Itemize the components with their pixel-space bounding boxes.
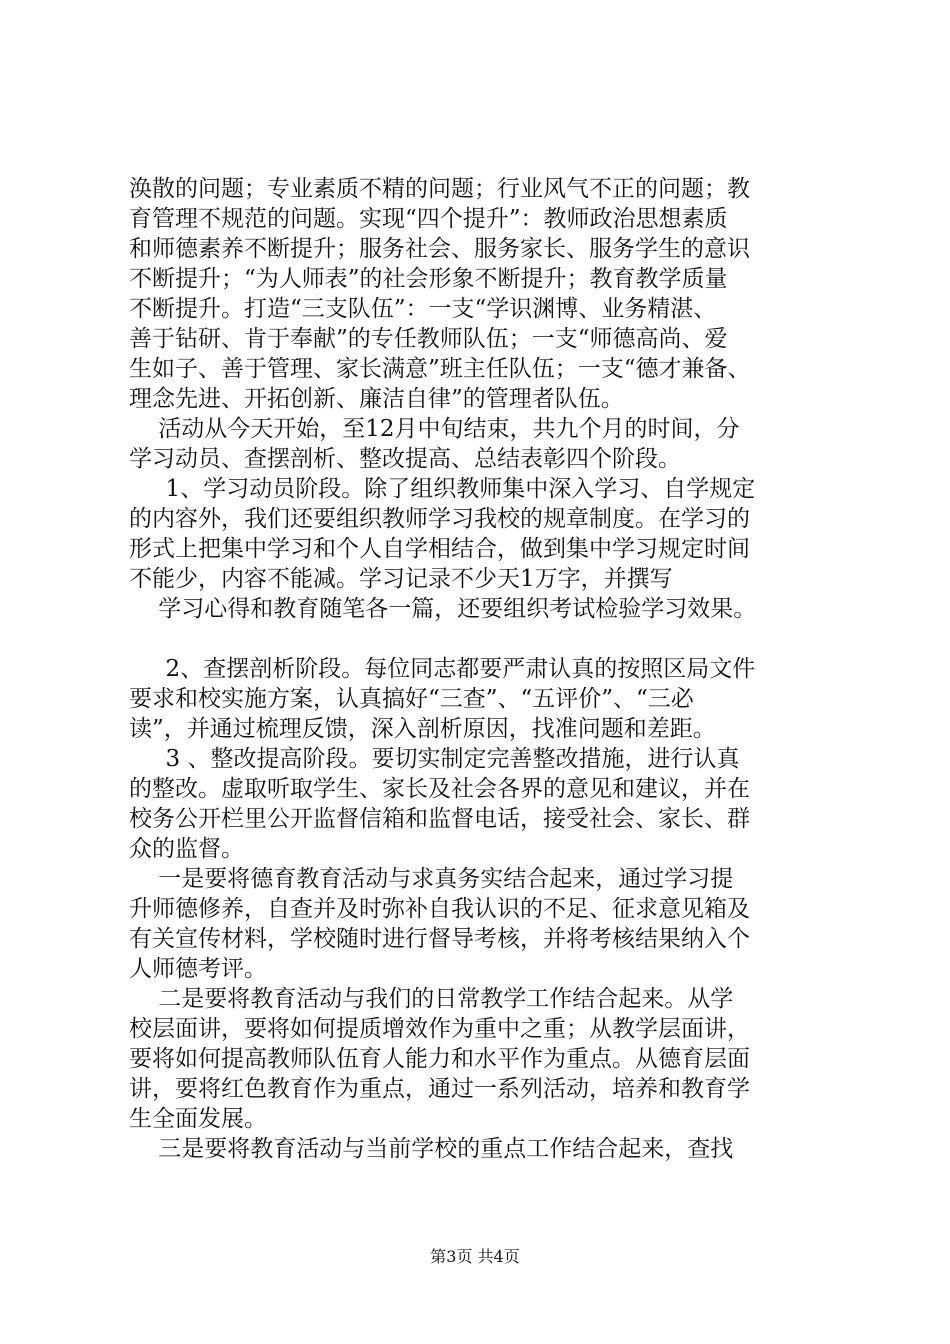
text-line: 学习动员、查摆剖析、整改提高、总结表彰四个阶段。 bbox=[129, 446, 681, 472]
blank-line bbox=[129, 624, 829, 654]
text-line: 1、学习动员阶段。除了组织教师集中深入学习、自学规定 bbox=[129, 476, 756, 502]
text-line: 校层面讲，要将如何提质增效作为重中之重；从教学层面讲， bbox=[129, 1016, 750, 1042]
text-line: 的整改。虚取听取学生、家长及社会各界的意见和建议，并在 bbox=[129, 776, 750, 802]
text-line: 的内容外，我们还要组织教师学习我校的规章制度。在学习的 bbox=[129, 506, 750, 532]
body-text bbox=[129, 174, 829, 1164]
text-line: 不断提升；“为人师表”的社会形象不断提升；教育教学质量 bbox=[129, 266, 728, 292]
page-footer: 第3页 共4页 bbox=[430, 1247, 520, 1266]
text-line: 形式上把集中学习和个人自学相结合，做到集中学习规定时间 bbox=[129, 536, 750, 562]
text-line: 生如子、善于管理、家长满意”班主任队伍；一支“德才兼备、 bbox=[129, 356, 751, 382]
text-line: 理念先进、开拓创新、廉洁自律”的管理者队伍。 bbox=[129, 386, 624, 412]
text-line: 生全面发展。 bbox=[129, 1106, 267, 1132]
text-line: 讲，要将红色教育作为重点，通过一系列活动，培养和教育学 bbox=[129, 1076, 750, 1102]
text-line: 人师德考评。 bbox=[129, 956, 267, 982]
text-line: 3 、整改提高阶段。要切实制定完善整改措施，进行认真 bbox=[129, 746, 740, 772]
text-line: 善于钻研、肯于奉献”的专任教师队伍；一支“师德高尚、爱 bbox=[129, 326, 728, 352]
text-line: 育管理不规范的问题。实现“四个提升”：教师政治思想素质 bbox=[129, 206, 728, 232]
text-line: 不断提升。打造“三支队伍”：一支“学识渊博、业务精湛、 bbox=[129, 296, 717, 322]
text-line: 升师德修养，自查并及时弥补自我认识的不足、征求意见箱及 bbox=[129, 896, 750, 922]
text-line: 众的监督。 bbox=[129, 836, 244, 862]
text-line: 校务公开栏里公开监督信箱和监督电话，接受社会、家长、群 bbox=[129, 806, 750, 832]
text-line: 要求和校实施方案，认真搞好“三查”、“五评价”、“三必 bbox=[129, 686, 694, 712]
text-line: 读”，并通过梳理反馈，深入剖析原因，找准问题和差距。 bbox=[129, 716, 716, 742]
text-line: 不能少，内容不能减。学习记录不少天1万字，并撰写 bbox=[129, 566, 673, 592]
text-line: 二是要将教育活动与我们的日常教学工作结合起来。从学 bbox=[129, 986, 734, 1012]
text-line: 一是要将德育教育活动与求真务实结合起来，通过学习提 bbox=[129, 866, 734, 892]
text-line: 学习心得和教育随笔各一篇，还要组织考试检验学习效果。 bbox=[129, 596, 757, 622]
text-line: 要将如何提高教师队伍育人能力和水平作为重点。从德育层面 bbox=[129, 1046, 750, 1072]
text-line: 活动从今天开始，至12月中旬结束，共九个月的时间，分 bbox=[129, 416, 740, 442]
text-line: 和师德素养不断提升；服务社会、服务家长、服务学生的意识 bbox=[129, 236, 750, 262]
text-line: 2、查摆剖析阶段。每位同志都要严肃认真的按照区局文件 bbox=[129, 656, 756, 682]
text-line: 有关宣传材料，学校随时进行督导考核，并将考核结果纳入个 bbox=[129, 926, 750, 952]
text-line: 涣散的问题；专业素质不精的问题；行业风气不正的问题；教 bbox=[129, 176, 750, 202]
text-line: 三是要将教育活动与当前学校的重点工作结合起来，查找 bbox=[129, 1136, 734, 1162]
